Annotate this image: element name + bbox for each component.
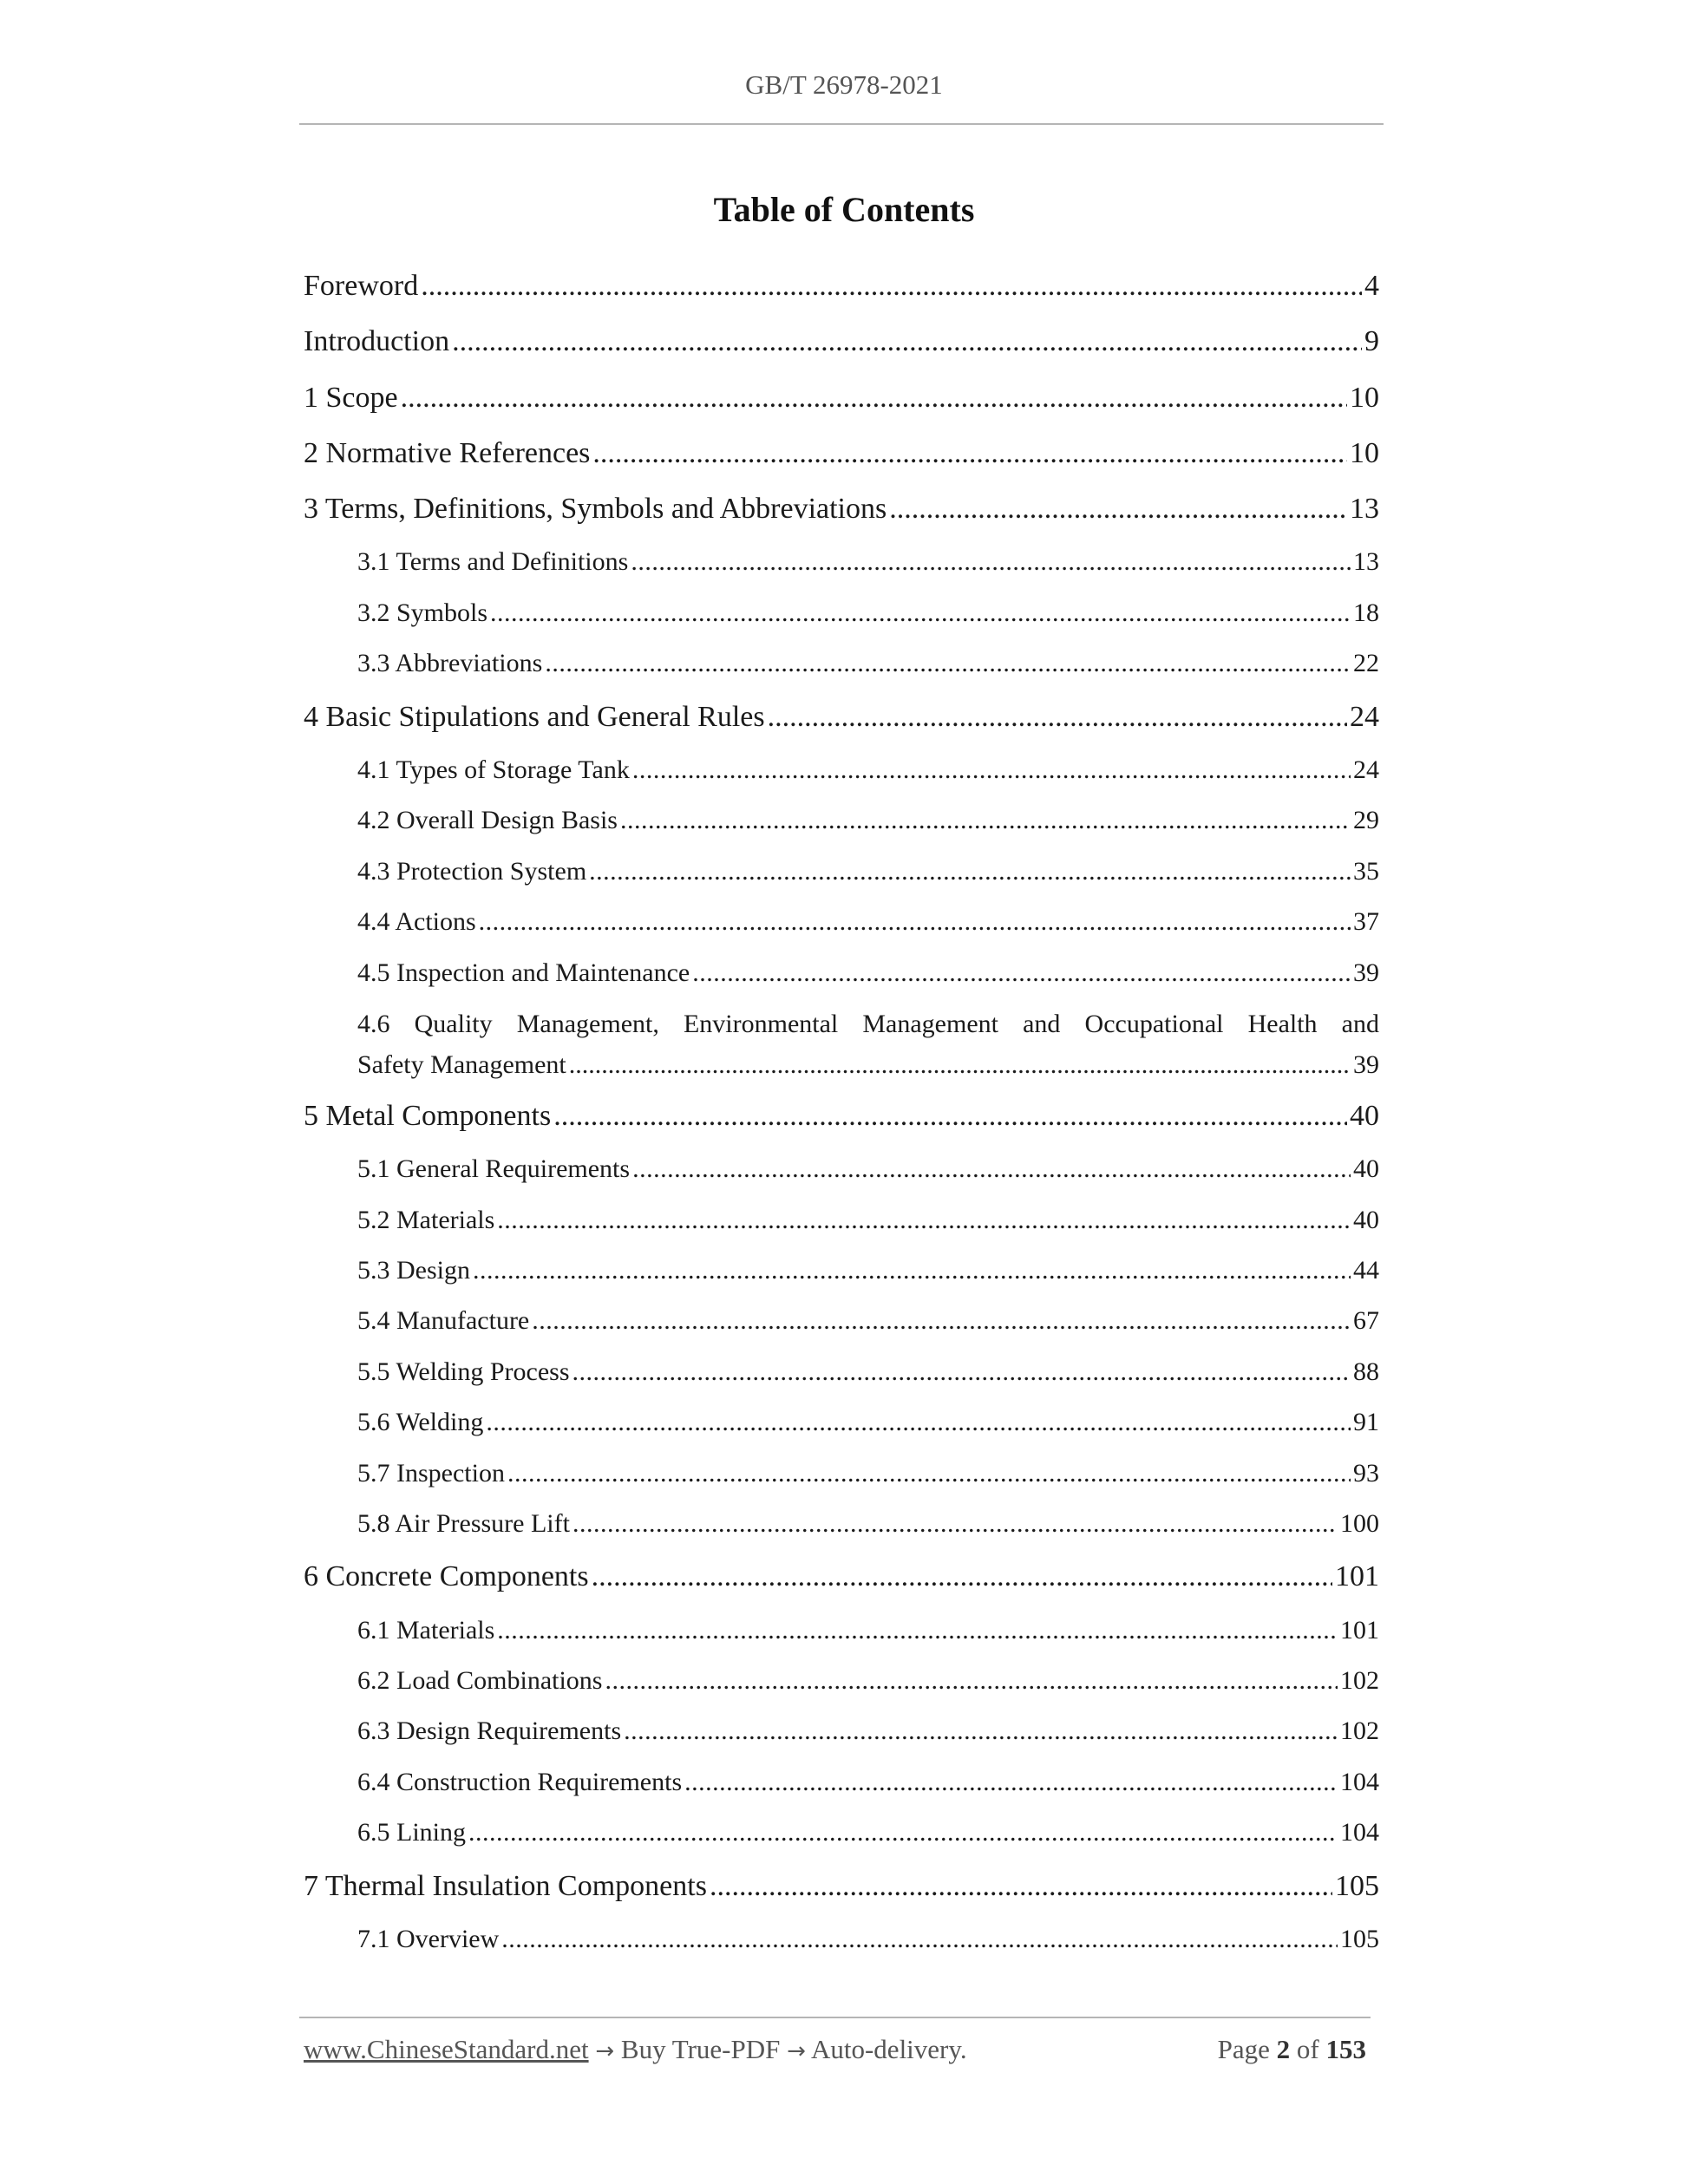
toc-entry-title: 5.5 Welding Process bbox=[357, 1357, 570, 1386]
toc-entry-title: Introduction bbox=[304, 325, 450, 358]
toc-leader-dots bbox=[545, 638, 1351, 689]
toc-entry-title: 5.8 Air Pressure Lift bbox=[357, 1508, 570, 1538]
toc-leader-dots bbox=[497, 1605, 1338, 1656]
toc-entry-4-5[interactable] bbox=[304, 948, 1379, 998]
toc-entry-title: 6.3 Design Requirements bbox=[357, 1716, 622, 1746]
toc-leader-dots bbox=[632, 745, 1351, 795]
toc-entry-page: 91 bbox=[1353, 1408, 1379, 1437]
toc-entry-3-3[interactable] bbox=[304, 638, 1379, 689]
toc-entry-5-4[interactable] bbox=[304, 1296, 1379, 1346]
toc-entry-title: 5.7 Inspection bbox=[357, 1458, 505, 1488]
toc-entry-terms-definitions[interactable] bbox=[304, 481, 1379, 537]
toc-list bbox=[304, 258, 1379, 1965]
toc-entry-5-7[interactable] bbox=[304, 1448, 1379, 1499]
toc-entry-normative-references[interactable] bbox=[304, 426, 1379, 481]
toc-entry-title: 6.2 Load Combinations bbox=[357, 1666, 603, 1696]
toc-leader-dots bbox=[490, 588, 1351, 638]
toc-entry-7-1[interactable] bbox=[304, 1914, 1379, 1965]
toc-entry-page: 93 bbox=[1353, 1458, 1379, 1488]
toc-entry-thermal-insulation[interactable] bbox=[304, 1859, 1379, 1914]
toc-entry-title: Foreword bbox=[304, 270, 419, 302]
toc-leader-dots bbox=[421, 258, 1362, 314]
toc-entry-page: 100 bbox=[1340, 1508, 1379, 1538]
toc-leader-dots bbox=[569, 1044, 1351, 1085]
toc-entry-page: 101 bbox=[1335, 1560, 1379, 1593]
toc-leader-dots bbox=[532, 1296, 1351, 1346]
toc-leader-dots bbox=[692, 948, 1351, 998]
page-current: 2 bbox=[1276, 2034, 1291, 2064]
toc-entry-concrete-components[interactable] bbox=[304, 1549, 1379, 1605]
toc-entry-page: 101 bbox=[1340, 1615, 1379, 1645]
toc-entry-page: 39 bbox=[1353, 958, 1379, 987]
toc-entry-page: 10 bbox=[1350, 436, 1379, 469]
toc-entry-page: 4 bbox=[1364, 270, 1379, 302]
toc-leader-dots bbox=[479, 897, 1351, 947]
toc-leader-dots bbox=[507, 1448, 1351, 1499]
toc-leader-dots bbox=[620, 795, 1351, 846]
toc-entry-5-1[interactable] bbox=[304, 1144, 1379, 1194]
toc-leader-dots bbox=[501, 1914, 1338, 1965]
toc-leader-dots bbox=[889, 481, 1347, 537]
toc-entry-page: 104 bbox=[1340, 1767, 1379, 1796]
page-indicator bbox=[1218, 2034, 1366, 2065]
toc-entry-title: 3.1 Terms and Definitions bbox=[357, 547, 629, 577]
toc-entry-title: 4.2 Overall Design Basis bbox=[357, 806, 618, 835]
toc-leader-dots bbox=[605, 1656, 1338, 1706]
toc-entry-page: 22 bbox=[1353, 649, 1379, 678]
toc-entry-title-line2: Safety Management bbox=[357, 1049, 566, 1079]
toc-entry-page: 37 bbox=[1353, 907, 1379, 937]
toc-entry-page: 24 bbox=[1353, 755, 1379, 784]
toc-leader-dots bbox=[452, 314, 1362, 369]
toc-entry-title: 3.3 Abbreviations bbox=[357, 649, 543, 678]
toc-entry-page: 105 bbox=[1335, 1869, 1379, 1902]
header-divider bbox=[299, 123, 1384, 125]
toc-entry-page: 88 bbox=[1353, 1357, 1379, 1386]
toc-entry-title: 5.6 Welding bbox=[357, 1408, 484, 1437]
toc-leader-dots bbox=[710, 1859, 1332, 1914]
toc-entry-foreword[interactable] bbox=[304, 258, 1379, 314]
toc-entry-page: 39 bbox=[1353, 1049, 1379, 1079]
toc-leader-dots bbox=[468, 1808, 1338, 1858]
toc-entry-page: 18 bbox=[1353, 598, 1379, 627]
toc-entry-title: 2 Normative References bbox=[304, 436, 591, 469]
arrow-right-icon: → bbox=[787, 2038, 806, 2064]
toc-entry-page: 35 bbox=[1353, 856, 1379, 886]
toc-title: Table of Contents bbox=[713, 190, 975, 229]
toc-entry-title: 3.2 Symbols bbox=[357, 598, 488, 627]
footer-divider bbox=[299, 2017, 1371, 2018]
toc-entry-page: 29 bbox=[1353, 806, 1379, 835]
toc-entry-6-4[interactable] bbox=[304, 1757, 1379, 1808]
toc-entry-3-1[interactable] bbox=[304, 537, 1379, 587]
toc-leader-dots bbox=[401, 370, 1347, 426]
toc-entry-title: 4.1 Types of Storage Tank bbox=[357, 755, 630, 784]
toc-leader-dots bbox=[768, 690, 1347, 745]
toc-entry-6-1[interactable] bbox=[304, 1605, 1379, 1656]
toc-entry-title: 6 Concrete Components bbox=[304, 1560, 589, 1593]
toc-leader-dots bbox=[553, 1089, 1347, 1144]
toc-entry-basic-stipulations[interactable] bbox=[304, 690, 1379, 745]
toc-leader-dots bbox=[592, 1549, 1332, 1605]
toc-entry-title: 5 Metal Components bbox=[304, 1099, 552, 1132]
toc-entry-5-2[interactable] bbox=[304, 1195, 1379, 1246]
toc-entry-page: 40 bbox=[1350, 1099, 1379, 1132]
toc-entry-title: 5.1 General Requirements bbox=[357, 1154, 631, 1184]
toc-leader-dots bbox=[589, 847, 1351, 897]
toc-entry-page: 102 bbox=[1340, 1716, 1379, 1746]
page-label: Page bbox=[1217, 2034, 1270, 2064]
toc-entry-page: 102 bbox=[1340, 1666, 1379, 1696]
toc-leader-dots bbox=[473, 1246, 1351, 1296]
toc-leader-dots bbox=[592, 426, 1347, 481]
toc-entry-title: 4 Basic Stipulations and General Rules bbox=[304, 700, 765, 733]
buy-text: Buy True-PDF bbox=[620, 2034, 781, 2064]
toc-leader-dots bbox=[572, 1499, 1338, 1549]
toc-entry-5-8[interactable] bbox=[304, 1499, 1379, 1549]
toc-entry-4-3[interactable] bbox=[304, 847, 1379, 897]
toc-entry-page: 40 bbox=[1353, 1205, 1379, 1234]
page-footer bbox=[304, 2034, 1366, 2065]
toc-entry-4-6[interactable] bbox=[304, 998, 1379, 1089]
toc-entry-page: 44 bbox=[1353, 1255, 1379, 1285]
toc-entry-page: 104 bbox=[1340, 1818, 1379, 1847]
toc-leader-dots bbox=[486, 1397, 1351, 1448]
toc-entry-page: 24 bbox=[1350, 700, 1379, 733]
toc-entry-title: 4.4 Actions bbox=[357, 907, 476, 937]
toc-entry-page: 67 bbox=[1353, 1306, 1379, 1336]
page-total: 153 bbox=[1325, 2034, 1366, 2064]
toc-entry-line2 bbox=[357, 1044, 1379, 1085]
toc-entry-title: 7.1 Overview bbox=[357, 1924, 500, 1953]
toc-leader-dots bbox=[684, 1757, 1338, 1808]
toc-entry-page: 13 bbox=[1353, 547, 1379, 577]
toc-entry-4-4[interactable] bbox=[304, 897, 1379, 947]
toc-entry-5-3[interactable] bbox=[304, 1246, 1379, 1296]
toc-entry-title-line1: 4.6 Quality Management, Environmental Management and Occupational Health and bbox=[357, 1009, 1379, 1038]
toc-entry-page: 40 bbox=[1353, 1154, 1379, 1184]
toc-entry-title: 7 Thermal Insulation Components bbox=[304, 1869, 707, 1902]
toc-leader-dots bbox=[624, 1706, 1338, 1756]
toc-entry-6-2[interactable] bbox=[304, 1656, 1379, 1706]
toc-entry-5-6[interactable] bbox=[304, 1397, 1379, 1448]
toc-entry-4-2[interactable] bbox=[304, 795, 1379, 846]
toc-entry-page: 10 bbox=[1350, 381, 1379, 414]
toc-entry-6-3[interactable] bbox=[304, 1706, 1379, 1756]
toc-entry-title: 5.4 Manufacture bbox=[357, 1306, 530, 1336]
arrow-right-icon: → bbox=[595, 2038, 615, 2064]
toc-entry-page: 105 bbox=[1340, 1924, 1379, 1953]
toc-entry-metal-components[interactable] bbox=[304, 1089, 1379, 1144]
toc-entry-page: 9 bbox=[1364, 325, 1379, 358]
toc-entry-introduction[interactable] bbox=[304, 314, 1379, 369]
toc-leader-dots bbox=[632, 1144, 1351, 1194]
toc-entry-title: 4.5 Inspection and Maintenance bbox=[357, 958, 690, 987]
toc-entry-title: 6.5 Lining bbox=[357, 1818, 466, 1847]
toc-leader-dots bbox=[572, 1347, 1351, 1397]
toc-entry-4-1[interactable] bbox=[304, 745, 1379, 795]
toc-entry-title: 3 Terms, Definitions, Symbols and Abbreviations bbox=[304, 493, 887, 526]
toc-entry-6-5[interactable] bbox=[304, 1808, 1379, 1858]
toc-entry-title: 5.2 Materials bbox=[357, 1205, 495, 1234]
toc-entry-page: 13 bbox=[1350, 493, 1379, 526]
toc-entry-title: 4.3 Protection System bbox=[357, 856, 587, 886]
toc-leader-dots bbox=[497, 1195, 1351, 1246]
toc-entry-title: 5.3 Design bbox=[357, 1255, 470, 1285]
toc-entry-5-5[interactable] bbox=[304, 1347, 1379, 1397]
site-link[interactable]: www.ChineseStandard.net bbox=[304, 2034, 589, 2064]
toc-entry-title: 1 Scope bbox=[304, 381, 398, 414]
toc-entry-scope[interactable] bbox=[304, 370, 1379, 426]
toc-leader-dots bbox=[631, 537, 1351, 587]
footer-promo bbox=[304, 2034, 967, 2065]
toc-entry-3-2[interactable] bbox=[304, 588, 1379, 638]
of-label: of bbox=[1296, 2034, 1319, 2064]
delivery-text: Auto-delivery. bbox=[810, 2034, 967, 2064]
running-header: GB/T 26978-2021 bbox=[745, 69, 943, 100]
toc-entry-title: 6.4 Construction Requirements bbox=[357, 1767, 683, 1796]
toc-entry-title: 6.1 Materials bbox=[357, 1615, 495, 1645]
